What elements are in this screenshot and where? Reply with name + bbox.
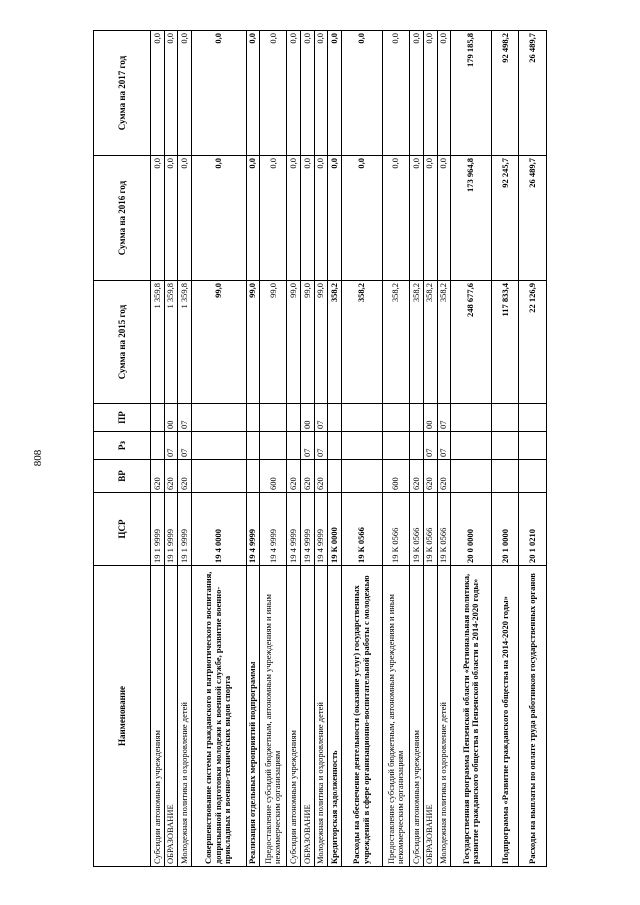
table-row — [151, 31, 165, 867]
cell-pr — [151, 404, 165, 432]
cell-vr — [492, 460, 519, 493]
cell-sum-2015: 117 833,4 — [492, 281, 519, 404]
cell-rz — [287, 432, 301, 460]
cell-name: Предоставление субсидий бюджетным, автономным учреждениям и иным некоммерческим организациям — [260, 566, 287, 867]
cell-sum-2016: 0,0 — [260, 156, 287, 281]
cell-name: Предоставление субсидий бюджетным, автономным учреждениям и иным некоммерческим организациям — [382, 566, 409, 867]
cell-pr: 07 — [314, 404, 328, 432]
cell-sum-2016: 0,0 — [342, 156, 383, 281]
cell-name: Кредиторская задолженность — [328, 566, 342, 867]
cell-csr: 19 К 0566 — [423, 493, 437, 566]
cell-name: Расходы на выплаты по оплате труда работников государственных органов — [519, 566, 547, 867]
table-row — [191, 31, 246, 867]
cell-vr — [246, 460, 260, 493]
cell-rz: 07 — [178, 432, 192, 460]
cell-sum-2017: 179 185,8 — [451, 31, 492, 156]
cell-pr — [410, 404, 424, 432]
cell-sum-2017: 0,0 — [246, 31, 260, 156]
cell-pr — [382, 404, 409, 432]
cell-sum-2016: 0,0 — [246, 156, 260, 281]
table-row — [451, 31, 492, 867]
cell-vr: 600 — [260, 460, 287, 493]
cell-pr — [492, 404, 519, 432]
cell-pr: 07 — [437, 404, 451, 432]
cell-sum-2015: 99,0 — [191, 281, 246, 404]
header-csr: ЦСР — [94, 493, 151, 566]
cell-sum-2015: 358,2 — [328, 281, 342, 404]
cell-rz — [151, 432, 165, 460]
table-row — [301, 31, 315, 867]
cell-rz: 07 — [301, 432, 315, 460]
cell-sum-2017: 0,0 — [178, 31, 192, 156]
cell-rz — [451, 432, 492, 460]
cell-sum-2017: 0,0 — [437, 31, 451, 156]
cell-rz — [246, 432, 260, 460]
cell-csr: 19 4 9999 — [301, 493, 315, 566]
budget-table — [93, 30, 547, 867]
cell-sum-2016: 0,0 — [328, 156, 342, 281]
header-name: Наименование — [94, 566, 151, 867]
cell-csr: 19 К 0566 — [410, 493, 424, 566]
cell-sum-2016: 0,0 — [423, 156, 437, 281]
cell-rz: 07 — [423, 432, 437, 460]
cell-sum-2016: 26 489,7 — [519, 156, 547, 281]
table-row — [492, 31, 519, 867]
cell-vr: 620 — [301, 460, 315, 493]
header-rz: Рз — [94, 432, 151, 460]
cell-sum-2016: 0,0 — [178, 156, 192, 281]
table-row — [260, 31, 287, 867]
table-row — [423, 31, 437, 867]
table-row — [342, 31, 383, 867]
cell-name: ОБРАЗОВАНИЕ — [164, 566, 178, 867]
cell-name: Подпрограмма «Развитие гражданского общества на 2014-2020 годы» — [492, 566, 519, 867]
cell-pr: 00 — [423, 404, 437, 432]
table-row — [437, 31, 451, 867]
header-pr: ПР — [94, 404, 151, 432]
cell-vr: 620 — [151, 460, 165, 493]
cell-pr — [451, 404, 492, 432]
cell-vr: 620 — [423, 460, 437, 493]
cell-vr: 620 — [314, 460, 328, 493]
cell-csr: 19 1 9999 — [151, 493, 165, 566]
page-number: 808 — [32, 449, 44, 467]
cell-sum-2016: 0,0 — [437, 156, 451, 281]
cell-sum-2017: 0,0 — [287, 31, 301, 156]
cell-vr: 620 — [287, 460, 301, 493]
cell-sum-2015: 358,2 — [382, 281, 409, 404]
cell-vr — [342, 460, 383, 493]
cell-vr — [328, 460, 342, 493]
cell-sum-2017: 0,0 — [260, 31, 287, 156]
cell-pr: 07 — [178, 404, 192, 432]
table-row — [287, 31, 301, 867]
cell-pr — [342, 404, 383, 432]
cell-sum-2017: 26 489,7 — [519, 31, 547, 156]
table-row — [519, 31, 547, 867]
cell-vr: 620 — [437, 460, 451, 493]
table-row — [328, 31, 342, 867]
table-body — [151, 31, 547, 867]
cell-sum-2016: 173 964,8 — [451, 156, 492, 281]
cell-sum-2017: 0,0 — [342, 31, 383, 156]
cell-rz — [519, 432, 547, 460]
table-row — [410, 31, 424, 867]
cell-pr — [519, 404, 547, 432]
cell-name: Молодежная политика и оздоровление детей — [314, 566, 328, 867]
header-sum-2017: Сумма на 2017 год — [94, 31, 151, 156]
table-row — [246, 31, 260, 867]
cell-sum-2016: 0,0 — [191, 156, 246, 281]
cell-csr: 19 4 9999 — [314, 493, 328, 566]
cell-sum-2016: 0,0 — [314, 156, 328, 281]
cell-rz — [492, 432, 519, 460]
cell-sum-2017: 0,0 — [382, 31, 409, 156]
cell-csr: 19 4 9999 — [260, 493, 287, 566]
table-row — [164, 31, 178, 867]
cell-csr: 19 1 9999 — [164, 493, 178, 566]
cell-sum-2016: 0,0 — [287, 156, 301, 281]
cell-sum-2015: 99,0 — [287, 281, 301, 404]
cell-rz — [382, 432, 409, 460]
cell-sum-2015: 248 677,6 — [451, 281, 492, 404]
cell-sum-2015: 358,2 — [423, 281, 437, 404]
cell-name: Молодежная политика и оздоровление детей — [178, 566, 192, 867]
cell-name: Расходы на обеспечение деятельности (оказание услуг) государственных учреждений в сфере организационно-воспитательной работы с молодежью — [342, 566, 383, 867]
cell-sum-2017: 0,0 — [301, 31, 315, 156]
cell-vr: 600 — [382, 460, 409, 493]
header-sum-2016: Сумма на 2016 год — [94, 156, 151, 281]
cell-csr: 19 К 0566 — [382, 493, 409, 566]
cell-sum-2015: 358,2 — [437, 281, 451, 404]
cell-csr: 19 1 9999 — [178, 493, 192, 566]
header-sum-2015: Сумма на 2015 год — [94, 281, 151, 404]
cell-sum-2015: 1 359,8 — [164, 281, 178, 404]
cell-name: Субсидии автономным учреждениям — [410, 566, 424, 867]
cell-pr — [260, 404, 287, 432]
cell-sum-2015: 99,0 — [301, 281, 315, 404]
cell-sum-2017: 0,0 — [423, 31, 437, 156]
cell-sum-2015: 22 126,9 — [519, 281, 547, 404]
cell-rz — [342, 432, 383, 460]
cell-name: Совершенствование системы гражданского и патриотического воспитания, допризывной подготовки молодежи к военной службе, развитие военно-прикладных и военно-технических видов спорта — [191, 566, 246, 867]
table-row — [382, 31, 409, 867]
cell-csr: 19 К 0566 — [342, 493, 383, 566]
cell-csr: 19 К 0566 — [437, 493, 451, 566]
cell-sum-2016: 0,0 — [382, 156, 409, 281]
cell-name: ОБРАЗОВАНИЕ — [301, 566, 315, 867]
cell-sum-2017: 0,0 — [314, 31, 328, 156]
cell-sum-2016: 0,0 — [410, 156, 424, 281]
cell-pr — [287, 404, 301, 432]
cell-vr: 620 — [164, 460, 178, 493]
cell-vr: 620 — [410, 460, 424, 493]
cell-name: Государственная программа Пензенской области «Региональная политика, развитие гражданского общества в Пензенской области в 2014-2020 годы» — [451, 566, 492, 867]
cell-rz — [328, 432, 342, 460]
cell-sum-2017: 92 498,2 — [492, 31, 519, 156]
cell-name: ОБРАЗОВАНИЕ — [423, 566, 437, 867]
table-row — [314, 31, 328, 867]
cell-csr: 20 0 0000 — [451, 493, 492, 566]
table-row — [178, 31, 192, 867]
cell-sum-2016: 0,0 — [301, 156, 315, 281]
cell-vr — [191, 460, 246, 493]
cell-csr: 20 1 0210 — [519, 493, 547, 566]
cell-csr: 19 4 9999 — [287, 493, 301, 566]
cell-sum-2015: 1 359,8 — [151, 281, 165, 404]
cell-vr — [451, 460, 492, 493]
cell-sum-2016: 0,0 — [151, 156, 165, 281]
cell-csr: 19 4 0000 — [191, 493, 246, 566]
cell-pr: 00 — [301, 404, 315, 432]
cell-csr: 19 4 9999 — [246, 493, 260, 566]
cell-name: Молодежная политика и оздоровление детей — [437, 566, 451, 867]
cell-rz — [191, 432, 246, 460]
cell-sum-2017: 0,0 — [151, 31, 165, 156]
cell-sum-2015: 358,2 — [342, 281, 383, 404]
cell-name: Субсидии автономным учреждениям — [287, 566, 301, 867]
cell-pr — [328, 404, 342, 432]
cell-sum-2017: 0,0 — [164, 31, 178, 156]
cell-sum-2015: 358,2 — [410, 281, 424, 404]
cell-sum-2017: 0,0 — [328, 31, 342, 156]
cell-sum-2015: 99,0 — [314, 281, 328, 404]
header-vr: ВР — [94, 460, 151, 493]
cell-name: Субсидии автономным учреждениям — [151, 566, 165, 867]
cell-sum-2015: 99,0 — [260, 281, 287, 404]
cell-sum-2017: 0,0 — [410, 31, 424, 156]
cell-sum-2015: 1 359,8 — [178, 281, 192, 404]
cell-sum-2016: 0,0 — [164, 156, 178, 281]
cell-sum-2016: 92 245,7 — [492, 156, 519, 281]
cell-csr: 20 1 0000 — [492, 493, 519, 566]
cell-pr — [191, 404, 246, 432]
cell-csr: 19 К 0000 — [328, 493, 342, 566]
cell-pr: 00 — [164, 404, 178, 432]
rotated-page-content — [93, 31, 547, 867]
cell-sum-2017: 0,0 — [191, 31, 246, 156]
cell-pr — [246, 404, 260, 432]
cell-vr — [519, 460, 547, 493]
cell-rz — [410, 432, 424, 460]
cell-rz: 07 — [314, 432, 328, 460]
cell-sum-2015: 99,0 — [246, 281, 260, 404]
cell-rz — [260, 432, 287, 460]
table-header-row — [94, 31, 151, 867]
cell-name: Реализация отдельных мероприятий подпрограммы — [246, 566, 260, 867]
cell-rz: 07 — [164, 432, 178, 460]
cell-vr: 620 — [178, 460, 192, 493]
cell-rz: 07 — [437, 432, 451, 460]
